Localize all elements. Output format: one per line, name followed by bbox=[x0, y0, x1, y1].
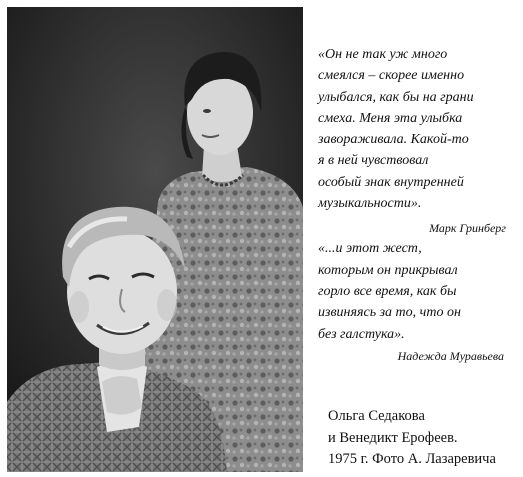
quote-line: которым он прикрывал bbox=[318, 262, 458, 278]
caption-line: и Венедикт Ерофеев. bbox=[328, 429, 458, 446]
quote-line: смеха. Меня эта улыбка bbox=[318, 110, 463, 126]
quote-line: извиняясь за то, что он bbox=[318, 305, 461, 321]
quote-author-grinberg: Марк Гринберг bbox=[429, 221, 506, 236]
quote-line: горло все время, как бы bbox=[318, 283, 457, 299]
quote-line: смеялся – скорее именно bbox=[318, 68, 465, 84]
quote-line: «...и этот жест, bbox=[318, 241, 422, 257]
quote-author-muravieva: Надежда Муравьева bbox=[397, 348, 504, 363]
quote-muravieva bbox=[318, 238, 518, 365]
quote-line: особый знак внутренней bbox=[318, 174, 464, 190]
quote-grinberg bbox=[318, 44, 518, 238]
quote-line: я в ней чувствовал bbox=[318, 153, 429, 169]
quote-line: завораживала. Какой-то bbox=[318, 132, 469, 148]
photo-illustration bbox=[7, 7, 303, 472]
caption-line: Ольга Седакова bbox=[328, 408, 425, 424]
caption-line: 1975 г. Фото А. Лазаревича bbox=[328, 451, 496, 467]
quotes-block bbox=[318, 44, 518, 366]
quote-line: без галстука». bbox=[318, 326, 405, 342]
quote-line: «Он не так уж много bbox=[318, 47, 448, 62]
quote-line: улыбался, как бы на грани bbox=[318, 89, 474, 105]
photo-caption bbox=[328, 406, 518, 471]
portrait-photo bbox=[7, 7, 303, 472]
quote-line: музыкальности». bbox=[318, 196, 422, 212]
